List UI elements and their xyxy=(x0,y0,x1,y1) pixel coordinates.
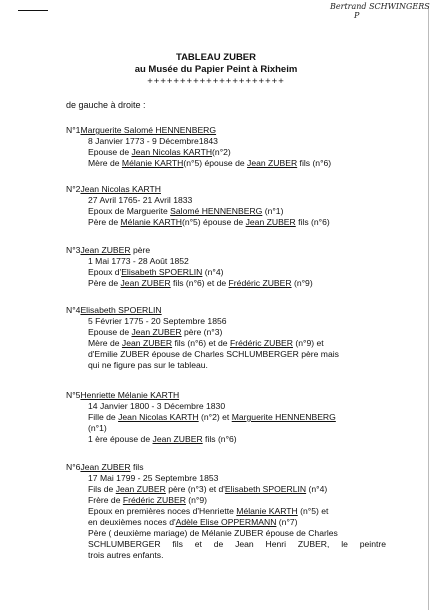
entry-line: SCHLUMBERGER fils et de Jean Henri ZUBER, le peintre xyxy=(88,539,386,549)
entry-number: N°5 xyxy=(66,390,81,400)
entry-heading xyxy=(66,390,392,401)
entry-line: 8 Janvier 1773 - 9 Décembre1843 xyxy=(88,136,218,146)
entry-name: Henriette Mélanie KARTH xyxy=(80,390,180,400)
underlined-name: Jean ZUBER xyxy=(120,278,171,288)
underlined-name: Jean ZUBER xyxy=(247,158,298,168)
entry-4 xyxy=(66,305,392,371)
entry-details xyxy=(66,473,392,561)
entry-line: Epoux en premières noces d'Henriette Mélanie KARTH (n°5) et xyxy=(88,506,329,516)
entry-line: Père de Mélanie KARTH(n°5) épouse de Jean ZUBER fils (n°6) xyxy=(88,217,330,227)
entry-line: Mère de Mélanie KARTH(n°5) épouse de Jean ZUBER fils (n°6) xyxy=(88,158,332,168)
entry-line: 1 ère épouse de Jean ZUBER fils (n°6) xyxy=(88,434,237,444)
underlined-name: Jean ZUBER xyxy=(121,338,173,348)
corner-mark xyxy=(18,10,48,11)
document-title: TABLEAU ZUBER xyxy=(175,52,257,63)
handwritten-mark: P xyxy=(354,11,360,20)
entry-line: Epouse de Jean ZUBER père (n°3) xyxy=(88,327,223,337)
entry-details xyxy=(66,195,392,228)
underlined-name: Jean Nicolas KARTH xyxy=(131,147,213,157)
underlined-name: Jean ZUBER xyxy=(131,327,182,337)
entry-line: qui ne figure pas sur le tableau. xyxy=(88,360,208,370)
entry-line: 1 Mai 1773 - 28 Août 1852 xyxy=(88,256,189,266)
entry-details xyxy=(66,316,392,371)
entry-number: N°2 xyxy=(66,184,81,194)
entry-heading xyxy=(66,245,392,256)
handwritten-name: Bertrand SCHWINGERS xyxy=(330,2,430,11)
entry-line: 5 Février 1775 - 20 Septembre 1856 xyxy=(88,316,227,326)
entry-line: trois autres enfants. xyxy=(88,550,164,560)
entry-line: Père ( deuxième mariage) de Mélanie ZUBER épouse de Charles xyxy=(88,528,338,538)
underlined-name: Salomé HENNENBERG xyxy=(170,206,263,216)
underlined-name: Frédéric ZUBER xyxy=(229,338,293,348)
entry-5 xyxy=(66,390,392,445)
handwritten-annotation xyxy=(330,2,430,20)
underlined-name: Frédéric ZUBER xyxy=(122,495,186,505)
entry-line: Mère de Jean ZUBER fils (n°6) et de Frédéric ZUBER (n°9) et xyxy=(88,338,324,348)
entry-line: Epoux de Marguerite Salomé HENNENBERG (n°1) xyxy=(88,206,284,216)
underlined-name: Elisabeth SPOERLIN xyxy=(224,484,307,494)
underlined-name: Mélanie KARTH xyxy=(236,506,298,516)
underlined-name: Frédéric ZUBER xyxy=(228,278,292,288)
entry-6 xyxy=(66,462,392,561)
entry-line: 14 Janvier 1800 - 3 Décembre 1830 xyxy=(88,401,226,411)
document-subtitle: au Musée du Papier Peint à Rixheim xyxy=(134,64,298,75)
entry-line: d'Emilie ZUBER épouse de Charles SCHLUMBERGER père mais xyxy=(88,349,339,359)
title-separator: +++++++++++++++++++++ xyxy=(147,76,285,87)
entry-number: N°1 xyxy=(66,125,81,135)
entry-number: N°6 xyxy=(66,462,81,472)
entry-number: N°4 xyxy=(66,305,81,315)
entry-heading xyxy=(66,462,392,473)
entry-name-suffix: père xyxy=(130,245,151,255)
entry-name: Jean ZUBER xyxy=(80,462,131,472)
underlined-name: Mélanie KARTH xyxy=(120,217,182,227)
entry-heading xyxy=(66,125,392,136)
entry-line: 17 Mai 1799 - 25 Septembre 1853 xyxy=(88,473,219,483)
underlined-name: Jean ZUBER xyxy=(152,434,203,444)
entry-name: Elisabeth SPOERLIN xyxy=(80,305,162,315)
entry-line: Epoux d'Elisabeth SPOERLIN (n°4) xyxy=(88,267,224,277)
entry-details xyxy=(66,401,392,445)
entry-heading xyxy=(66,184,392,195)
entry-details xyxy=(66,256,392,289)
underlined-name: Jean Nicolas KARTH xyxy=(118,412,199,422)
underlined-name: Adèle Elise OPPERMANN xyxy=(175,517,277,527)
underlined-name: Jean ZUBER xyxy=(245,217,296,227)
entry-2 xyxy=(66,184,392,228)
entry-line: Frère de Frédéric ZUBER (n°9) xyxy=(88,495,208,505)
entry-line: Fille de Jean Nicolas KARTH (n°2) et Marguerite HENNENBERG xyxy=(88,412,336,422)
entry-number: N°3 xyxy=(66,245,81,255)
entry-name: Marguerite Salomé HENNENBERG xyxy=(80,125,217,135)
underlined-name: Mélanie KARTH xyxy=(121,158,184,168)
entry-line: 27 Avril 1765- 21 Avril 1833 xyxy=(88,195,193,205)
entry-line: (n°1) xyxy=(88,423,107,433)
intro-text: de gauche à droite : xyxy=(66,100,146,110)
entry-line: Père de Jean ZUBER fils (n°6) et de Frédéric ZUBER (n°9) xyxy=(88,278,313,288)
entry-line: en deuxièmes noces d'Adèle Elise OPPERMANN (n°7) xyxy=(88,517,298,527)
entry-3 xyxy=(66,245,392,289)
entry-line: Epouse de Jean Nicolas KARTH(n°2) xyxy=(88,147,231,157)
entry-name-suffix: fils xyxy=(130,462,144,472)
entry-heading xyxy=(66,305,392,316)
entry-name: Jean ZUBER xyxy=(80,245,131,255)
entry-line: Fils de Jean ZUBER père (n°3) et d'Elisabeth SPOERLIN (n°4) xyxy=(88,484,328,494)
underlined-name: Elisabeth SPOERLIN xyxy=(121,267,203,277)
entry-1 xyxy=(66,125,392,169)
page-edge-line xyxy=(428,6,429,610)
underlined-name: Jean ZUBER xyxy=(115,484,166,494)
entry-details xyxy=(66,136,392,169)
entry-name: Jean Nicolas KARTH xyxy=(80,184,161,194)
underlined-name: Marguerite HENNENBERG xyxy=(231,412,336,422)
